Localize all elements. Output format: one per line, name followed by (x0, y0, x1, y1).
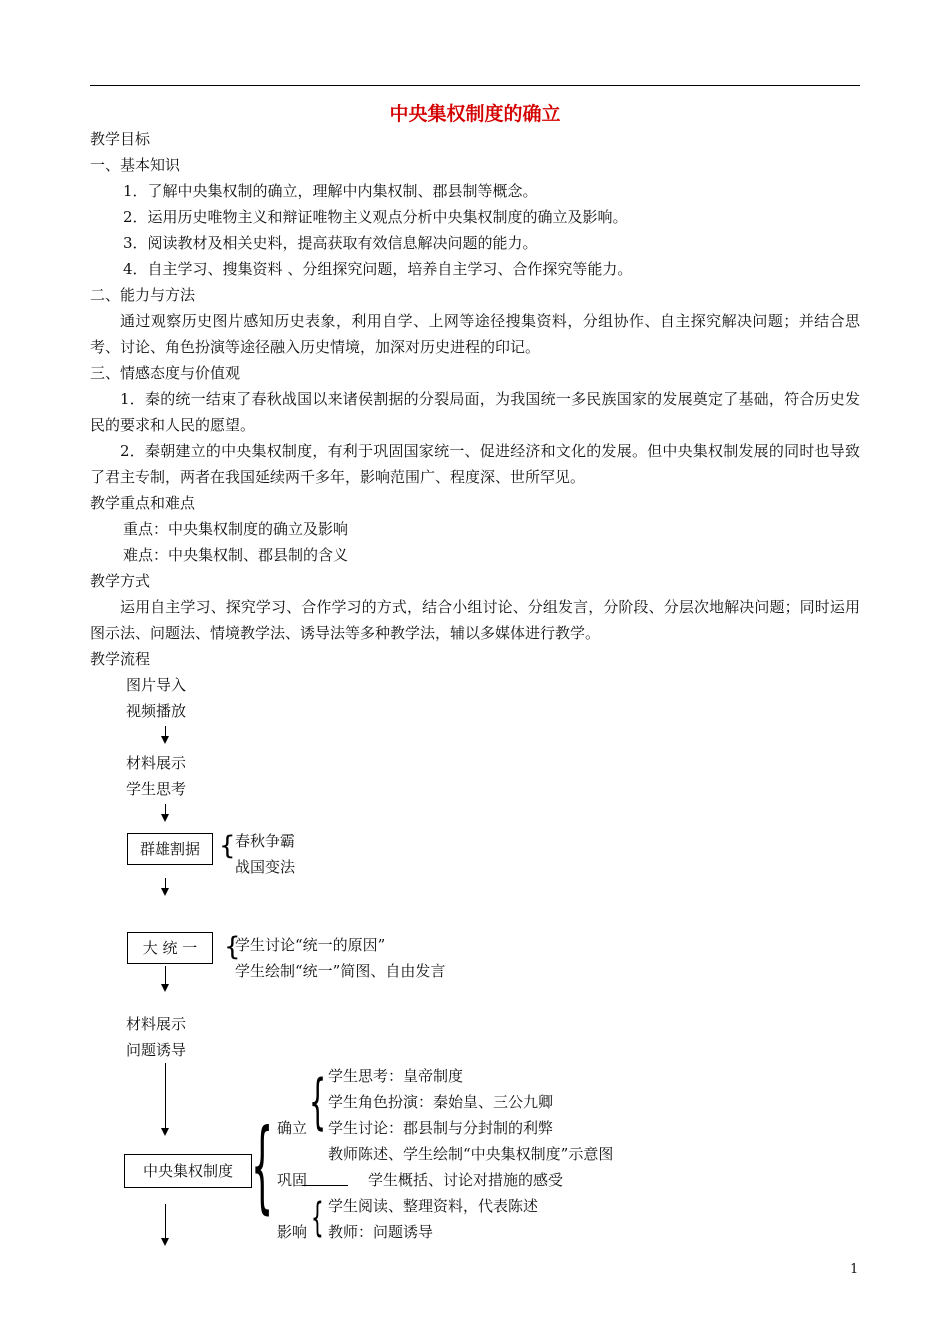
arrow-down-icon (161, 1238, 169, 1246)
brace-icon: { (219, 831, 236, 861)
objectives-heading: 教学目标 (90, 130, 151, 148)
flow-detail: 教师陈述、学生绘制“中央集权制度”示意图 (328, 1145, 614, 1163)
flow-step-text: 视频播放 (126, 702, 187, 720)
key-point: 重点：中央集权制度的确立及影响 (123, 520, 349, 538)
flow-arrow-line (165, 1063, 166, 1129)
flow-step-text: 问题诱导 (126, 1041, 187, 1059)
flow-detail: 学生阅读、整理资料，代表陈述 (328, 1197, 539, 1215)
flow-box-unification: 大 统 一 (127, 932, 213, 964)
arrow-down-icon (161, 736, 169, 744)
list-item: 3．阅读教材及相关史料，提高获取有效信息解决问题的能力。 (123, 234, 538, 252)
flow-box-central-power: 中央集权制度 (124, 1154, 252, 1188)
section-basic-knowledge: 一、基本知识 (90, 156, 181, 174)
keypoints-heading: 教学重点和难点 (90, 494, 196, 512)
brace-icon: { (311, 1195, 324, 1241)
list-item: 2．运用历史唯物主义和辩证唯物主义观点分析中央集权制度的确立及影响。 (123, 208, 628, 226)
brace-icon: { (309, 1067, 327, 1137)
flow-detail: 学生概括、讨论对措施的感受 (368, 1171, 564, 1189)
page-number: 1 (850, 1262, 859, 1277)
flow-detail: 学生绘制“统一”简图、自由发言 (235, 962, 446, 980)
brace-icon: { (224, 932, 241, 962)
flow-box-fragmentation: 群雄割据 (127, 833, 213, 865)
section-values: 三、情感态度与价值观 (90, 364, 241, 382)
list-item: 4．自主学习、搜集资料 、分组探究问题，培养自主学习、合作探究等能力。 (123, 260, 633, 278)
flow-detail: 学生思考：皇帝制度 (328, 1067, 464, 1085)
method-paragraph: 运用自主学习、探究学习、合作学习的方式，结合小组讨论、分组发言，分阶段、分层次地解决问题；同时运用图示法、问题法、情境教学法、诱导法等多种教学法，辅以多媒体进行教学。 (90, 598, 860, 642)
flow-step-text: 材料展示 (126, 1015, 187, 1033)
flow-arrow-line (165, 1204, 166, 1240)
ability-paragraph: 通过观察历史图片感知历史表象，利用自学、上网等途径搜集资料，分组协作、自主探究解决问题；并结合思考、讨论、角色扮演等途径融入历史情境，加深对历史进程的印记。 (90, 312, 860, 356)
label-establish: 确立 (277, 1119, 308, 1137)
method-heading: 教学方式 (90, 572, 151, 590)
arrow-down-icon (161, 888, 169, 896)
brace-icon: { (251, 1107, 274, 1224)
label-influence: 影响 (277, 1223, 308, 1241)
arrow-down-icon (161, 984, 169, 992)
flow-step-text: 图片导入 (126, 676, 187, 694)
document-title: 中央集权制度的确立 (389, 103, 561, 125)
flow-heading: 教学流程 (90, 650, 151, 668)
header-rule (90, 85, 860, 86)
values-paragraph-2: 2．秦朝建立的中央集权制度，有利于巩固国家统一、促进经济和文化的发展。但中央集权制发展的同时也导致了君主专制，两者在我国延续两千多年，影响范围广、程度深、世所罕见。 (90, 442, 860, 486)
arrow-down-icon (161, 814, 169, 822)
flow-detail: 学生讨论：郡县制与分封制的利弊 (328, 1119, 554, 1137)
values-paragraph-1: 1．秦的统一结束了春秋战国以来诸侯割据的分裂局面，为我国统一多民族国家的发展奠定了基础，符合历史发民的要求和人民的愿望。 (90, 390, 860, 434)
flow-detail: 战国变法 (235, 858, 296, 876)
flow-detail: 学生角色扮演：秦始皇、三公九卿 (328, 1093, 554, 1111)
flow-detail: 春秋争霸 (235, 832, 296, 850)
connector-line (302, 1185, 348, 1186)
flow-detail: 学生讨论“统一的原因” (235, 936, 386, 954)
difficult-point: 难点：中央集权制、郡县制的含义 (123, 546, 349, 564)
arrow-down-icon (161, 1128, 169, 1136)
flow-step-text: 材料展示 (126, 754, 187, 772)
flow-detail: 教师：问题诱导 (328, 1223, 434, 1241)
list-item: 1．了解中央集权制的确立，理解中内集权制、郡县制等概念。 (123, 182, 538, 200)
flow-step-text: 学生思考 (126, 780, 187, 798)
flow-arrow-line (165, 966, 166, 985)
label-consolidate: 巩固 (277, 1171, 308, 1189)
section-ability-method: 二、能力与方法 (90, 286, 196, 304)
